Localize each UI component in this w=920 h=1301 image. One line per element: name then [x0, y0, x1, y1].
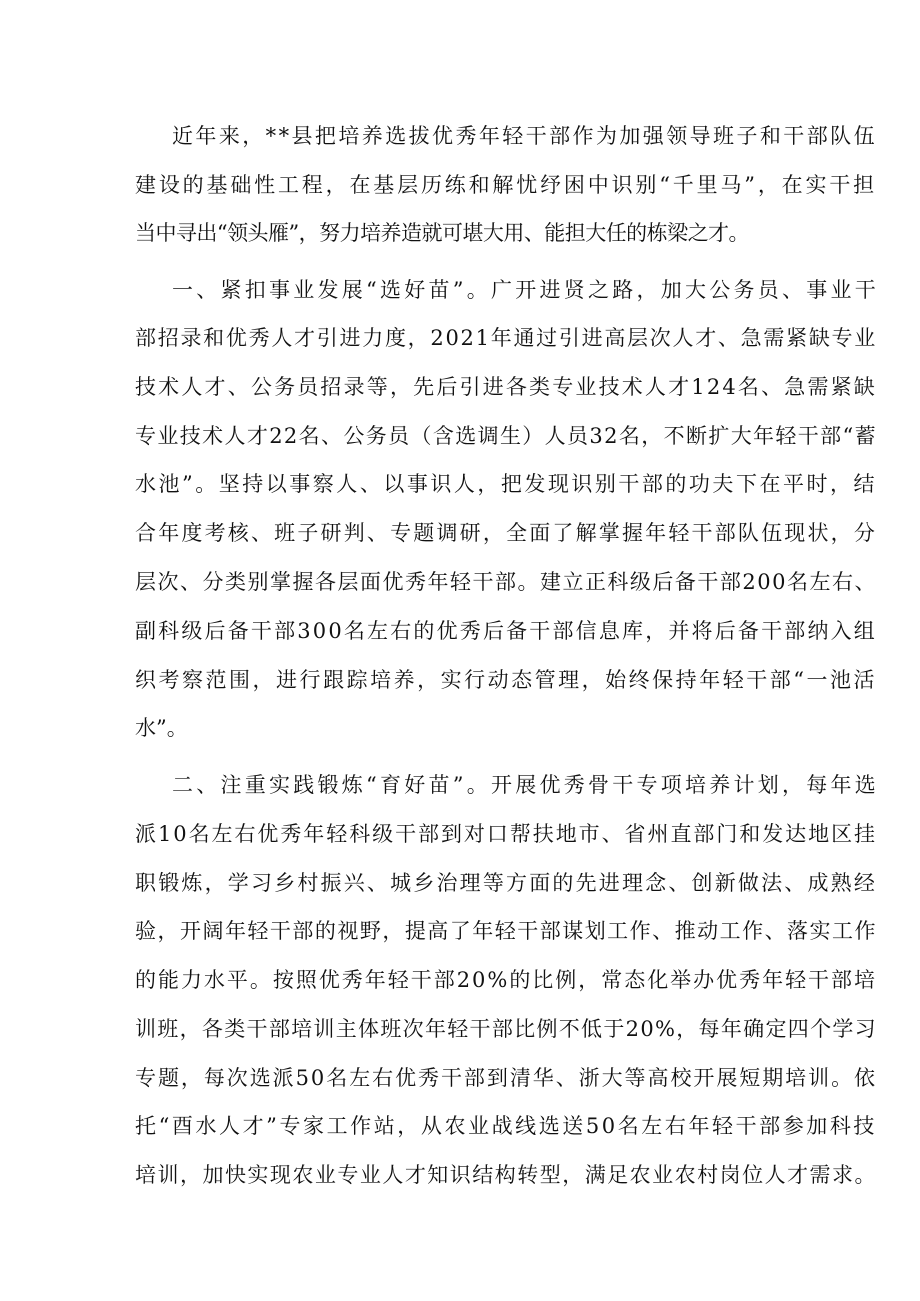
paragraph-1-line-3: 当中寻出“领头雁”，努力培养造就可堪大用、能担大任的栋梁之才。 — [135, 221, 749, 245]
paragraph-2-line-9: 织考察范围，进行跟踪培养，实行动态管理，始终保持年轻干部“一池活 — [135, 668, 877, 692]
paragraph-2-line-2: 部招录和优秀人才引进力度，2021年通过引进高层次人才、急需紧缺专业 — [135, 326, 877, 350]
paragraph-2-line-8: 副科级后备干部300名左右的优秀后备干部信息库，并将后备干部纳入组 — [135, 619, 877, 643]
paragraph-2-line-10: 水”。 — [135, 716, 188, 740]
paragraph-3-line-1: 二、注重实践锻炼“育好苗”。开展优秀骨干专项培养计划，每年选 — [172, 773, 879, 797]
paragraph-2-line-1: 一、紧扣事业发展“选好苗”。广开进贤之路，加大公务员、事业干 — [172, 278, 879, 302]
paragraph-2-line-6: 合年度考核、班子研判、专题调研，全面了解掌握年轻干部队伍现状，分 — [135, 521, 878, 545]
paragraph-2-line-3: 技术人才、公务员招录等，先后引进各类专业技术人才124名、急需紧缺 — [135, 375, 877, 399]
paragraph-3-line-9: 培训，加快实现农业专业人才知识结构转型，满足农业农村岗位人才需求。 — [135, 1163, 878, 1187]
paragraph-2-line-7: 层次、分类别掌握各层面优秀年轻干部。建立正科级后备干部200名左右、 — [135, 570, 877, 594]
paragraph-3-line-8: 托“酉水人才”专家工作站，从农业战线选送50名左右年轻干部参加科技 — [135, 1114, 878, 1138]
paragraph-2-line-5: 水池”。坚持以事察人、以事识人，把发现识别干部的功夫下在平时，结 — [135, 472, 877, 496]
paragraph-3-line-4: 验，开阔年轻干部的视野，提高了年轻干部谋划工作、推动工作、落实工作 — [135, 919, 878, 943]
paragraph-1-line-2: 建设的基础性工程，在基层历练和解忧纾困中识别“千里马”，在实干担 — [135, 173, 877, 197]
paragraph-3-line-3: 职锻炼，学习乡村振兴、城乡治理等方面的先进理念、创新做法、成熟经 — [135, 871, 878, 895]
paragraph-3-line-2: 派10名左右优秀年轻科级干部到对口帮扶地市、省州直部门和发达地区挂 — [135, 822, 877, 846]
paragraph-3-line-7: 专题，每次选派50名左右优秀干部到清华、浙大等高校开展短期培训。依 — [135, 1066, 877, 1090]
paragraph-2-line-4: 专业技术人才22名、公务员（含选调生）人员32名，不断扩大年轻干部“蓄 — [135, 424, 877, 448]
paragraph-1-line-1: 近年来，**县把培养选拔优秀年轻干部作为加强领导班子和干部队伍 — [172, 124, 877, 148]
paragraph-3-line-5: 的能力水平。按照优秀年轻干部20%的比例，常态化举办优秀年轻干部培 — [135, 968, 877, 992]
paragraph-3-line-6: 训班，各类干部培训主体班次年轻干部比例不低于20%，每年确定四个学习 — [135, 1017, 877, 1041]
